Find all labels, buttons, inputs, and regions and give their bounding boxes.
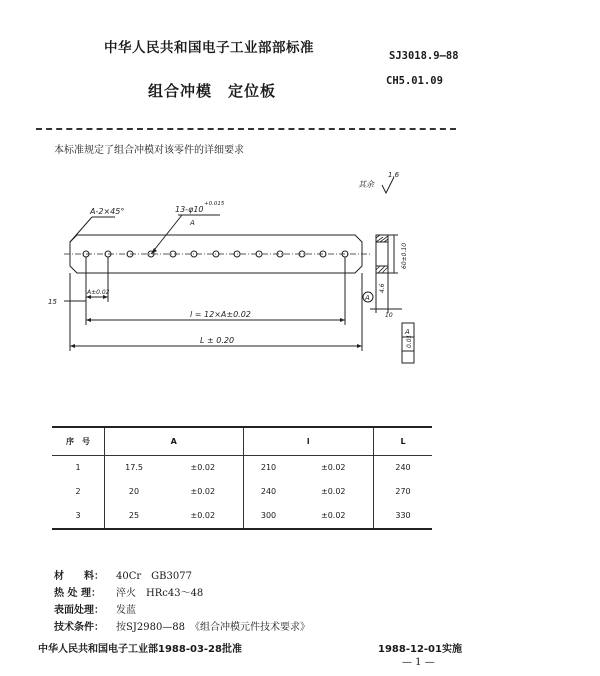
header-number: 序 号 (52, 427, 105, 455)
cell-no: 3 (75, 511, 81, 520)
spec-value: 淬火 HRc43～48 (116, 588, 204, 599)
table-row (52, 504, 432, 529)
cell-length: 240 (374, 455, 433, 480)
left-offset: 15 (48, 298, 57, 306)
thickness-mark: 4.6 (379, 283, 386, 293)
spec-value: 40Cr GB3077 (116, 571, 192, 582)
intro-text: 本标准规定了组合冲模对该零件的详细要求 (54, 145, 244, 156)
cell-a-tol: ±0.02 (190, 511, 216, 520)
document-title: 组合冲模 定位板 (148, 82, 277, 100)
surface-value: 1.6 (388, 171, 400, 179)
cell-l: 300 (243, 504, 293, 529)
cell-a: 20 (105, 480, 164, 504)
spec-row-heat-treatment (54, 585, 310, 602)
side-hatching (376, 235, 388, 273)
cell-l-tol: ±0.02 (320, 487, 346, 496)
cell-l-tol: ±0.02 (320, 511, 346, 520)
material-specs (54, 568, 310, 636)
spec-label: 表面处理： (54, 605, 104, 616)
side-offset: 10 (385, 312, 393, 319)
cell-a: 25 (105, 504, 164, 529)
header-length: L (374, 427, 433, 455)
cell-length: 330 (374, 504, 433, 529)
cell-length: 270 (374, 480, 433, 504)
cell-l: 240 (243, 480, 293, 504)
header-l: l (243, 427, 373, 455)
length-dimension: L ± 0.20 (200, 336, 235, 345)
a-dimension: A±0.02 (87, 289, 110, 296)
cell-l: 210 (243, 455, 293, 480)
cell-no: 1 (75, 463, 81, 472)
spec-label: 材 料： (54, 571, 104, 582)
holes-datum: A (190, 219, 195, 227)
effective-date: 1988-12-01实施 (378, 644, 462, 655)
holes-callout: 13-φ10 (175, 205, 204, 214)
header-divider (36, 128, 456, 130)
section-mark: A (365, 294, 370, 302)
page-number: — 1 — (402, 657, 435, 668)
flatness-datum: A (405, 328, 410, 336)
spec-row-surface (54, 602, 310, 619)
spec-row-material (54, 568, 310, 585)
chamfer-callout: A-2×45° (90, 207, 125, 216)
dimension-table (52, 426, 432, 530)
spec-value: 发蓝 (116, 605, 136, 616)
cell-a-tol: ±0.02 (190, 463, 216, 472)
part-code: CH5.01.09 (386, 75, 443, 87)
cell-l-tol: ±0.02 (320, 463, 346, 472)
cell-a: 17.5 (105, 455, 164, 480)
spec-value: 按SJ2980—88 《组合冲模元件技术要求》 (116, 622, 311, 633)
issuing-organization: 中华人民共和国电子工业部部标准 (104, 40, 314, 56)
header-a: A (105, 427, 244, 455)
cell-no: 2 (75, 487, 81, 496)
table-header-row (52, 427, 432, 455)
spec-label: 热 处 理： (54, 588, 101, 599)
cell-a-tol: ±0.02 (190, 487, 216, 496)
width-dimension: 60±0.10 (401, 242, 408, 269)
table-row (52, 455, 432, 480)
surface-mark: 其余 (358, 180, 374, 189)
technical-drawing (30, 165, 450, 380)
standard-code: SJ3018.9—88 (389, 50, 459, 62)
holes-tolerance: +0.015 (204, 201, 225, 207)
spec-row-technical (54, 619, 310, 636)
pitch-dimension: l = 12×A±0.02 (190, 310, 251, 319)
flatness-value: 0.01 (406, 334, 413, 348)
approval-line: 中华人民共和国电子工业部1988-03-28批准 (38, 644, 242, 655)
table-row (52, 480, 432, 504)
spec-label: 技术条件： (54, 622, 104, 633)
